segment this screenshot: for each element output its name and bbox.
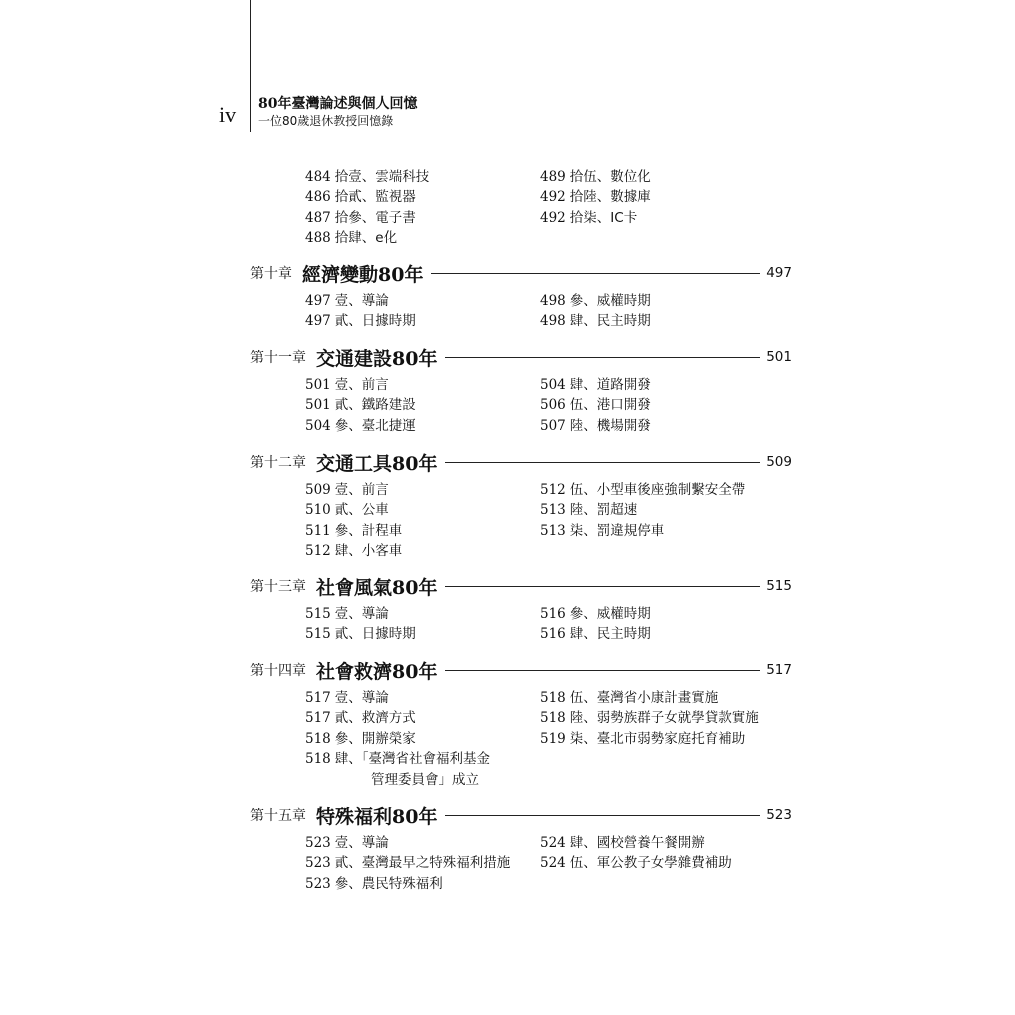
entry-title: 貳、臺灣最早之特殊福利措施 bbox=[334, 855, 511, 872]
chapter-title: 經濟變動80年 bbox=[302, 263, 424, 286]
book-subtitle: 一位80歲退休教授回憶錄 bbox=[258, 114, 394, 128]
entry-title: 肆、道路開發 bbox=[569, 377, 651, 393]
entry-title: 肆、「臺灣省社會福利基金 bbox=[334, 751, 491, 768]
toc-entry[interactable] bbox=[305, 874, 443, 894]
chapter-heading[interactable] bbox=[250, 342, 792, 372]
entry-page-number: 516 bbox=[540, 626, 566, 643]
toc-entry[interactable] bbox=[305, 624, 416, 644]
chapter-title: 社會風氣80年 bbox=[316, 576, 438, 599]
toc-entry[interactable] bbox=[540, 375, 651, 395]
toc-entry[interactable] bbox=[305, 749, 490, 769]
entry-page-number: 487 bbox=[305, 209, 331, 226]
entry-page-number: 523 bbox=[305, 855, 331, 872]
entry-page-number: 510 bbox=[305, 502, 331, 519]
entry-title: 伍、臺灣省小康計畫實施 bbox=[569, 690, 719, 706]
entry-title: 貳、日據時期 bbox=[334, 313, 416, 330]
chapter-page-number: 523 bbox=[766, 807, 792, 823]
entry-title: 參、農民特殊福利 bbox=[334, 875, 443, 892]
toc-entry[interactable] bbox=[305, 208, 416, 228]
toc-entry[interactable] bbox=[305, 480, 389, 500]
entry-title: 拾參、電子書 bbox=[334, 209, 416, 226]
entry-title: 貳、日據時期 bbox=[334, 626, 416, 643]
entry-title: 陸、機場開發 bbox=[569, 417, 651, 434]
book-title: 80年臺灣論述與個人回憶 bbox=[258, 96, 418, 112]
leader-line bbox=[445, 357, 760, 358]
entry-page-number: 497 bbox=[305, 313, 331, 330]
chapter-number: 第十一章 bbox=[250, 350, 306, 366]
leader-line bbox=[445, 462, 760, 463]
toc-entry[interactable] bbox=[540, 521, 664, 541]
entry-title: 伍、小型車後座強制繫安全帶 bbox=[569, 482, 746, 498]
entry-page-number: 489 bbox=[540, 169, 566, 185]
toc-entry[interactable] bbox=[540, 688, 718, 708]
toc-entry[interactable] bbox=[540, 833, 705, 853]
entry-page-number: 512 bbox=[305, 543, 331, 560]
chapter-page-number: 509 bbox=[766, 454, 792, 470]
toc-entry[interactable] bbox=[540, 708, 759, 728]
leader-line bbox=[445, 815, 760, 816]
chapter-number: 第十二章 bbox=[250, 455, 306, 471]
entry-title: 肆、民主時期 bbox=[569, 626, 651, 643]
toc-entry[interactable] bbox=[305, 291, 389, 311]
chapter-title: 社會救濟80年 bbox=[316, 660, 438, 683]
leader-line bbox=[445, 586, 760, 587]
entry-page-number: 484 bbox=[305, 169, 331, 185]
entry-title: 拾壹、雲端科技 bbox=[334, 169, 430, 185]
entry-title: 拾陸、數據庫 bbox=[569, 189, 651, 206]
entry-page-number: 516 bbox=[540, 606, 566, 622]
entry-title: 參、計程車 bbox=[334, 522, 403, 539]
entry-title: 拾貳、監視器 bbox=[334, 189, 416, 206]
entry-title: 拾柒、IC卡 bbox=[569, 209, 638, 226]
entry-title: 參、威權時期 bbox=[569, 606, 651, 622]
toc-entry[interactable] bbox=[540, 311, 651, 331]
chapter-heading[interactable] bbox=[250, 447, 792, 477]
entry-page-number: 513 bbox=[540, 522, 566, 539]
chapter-number: 第十三章 bbox=[250, 579, 306, 595]
toc-entry[interactable] bbox=[540, 480, 745, 500]
toc-entry[interactable] bbox=[540, 187, 651, 207]
entry-page-number: 518 bbox=[305, 751, 331, 768]
leader-line bbox=[445, 670, 760, 671]
entry-title: 參、威權時期 bbox=[569, 293, 651, 309]
entry-title: 貳、鐵路建設 bbox=[334, 397, 416, 414]
entry-title: 貳、救濟方式 bbox=[334, 710, 416, 727]
entry-page-number: 506 bbox=[540, 397, 566, 414]
chapter-title: 交通建設80年 bbox=[316, 347, 438, 370]
toc-entry[interactable] bbox=[305, 541, 402, 561]
entry-title: 壹、導論 bbox=[334, 690, 389, 706]
entry-title: 管理委員會」成立 bbox=[371, 771, 479, 788]
chapter-page-number: 497 bbox=[766, 265, 792, 281]
entry-title: 柒、罰違規停車 bbox=[569, 522, 665, 539]
entry-page-number: 523 bbox=[305, 835, 331, 851]
entry-page-number: 511 bbox=[305, 522, 331, 539]
entry-page-number: 501 bbox=[305, 377, 331, 393]
toc-entry[interactable] bbox=[305, 521, 402, 541]
entry-page-number: 497 bbox=[305, 293, 331, 309]
entry-title: 壹、前言 bbox=[334, 482, 389, 498]
entry-title: 伍、港口開發 bbox=[569, 397, 651, 414]
toc-entry[interactable] bbox=[305, 604, 389, 624]
entry-page-number: 524 bbox=[540, 855, 566, 872]
entry-title: 壹、導論 bbox=[334, 606, 389, 622]
toc-entry[interactable] bbox=[540, 604, 651, 624]
toc-entry[interactable] bbox=[540, 416, 651, 436]
chapter-heading[interactable] bbox=[250, 655, 792, 685]
entry-title: 壹、前言 bbox=[334, 377, 389, 393]
entry-page-number: 518 bbox=[305, 730, 331, 747]
entry-page-number: 501 bbox=[305, 397, 331, 414]
entry-page-number: 512 bbox=[540, 482, 566, 498]
entry-title: 參、開辦榮家 bbox=[334, 730, 416, 747]
toc-entry[interactable] bbox=[305, 708, 416, 728]
entry-page-number: 507 bbox=[540, 417, 566, 434]
toc-entry[interactable] bbox=[305, 167, 429, 187]
entry-title: 伍、軍公教子女學雜費補助 bbox=[569, 855, 732, 872]
toc-entry[interactable] bbox=[305, 187, 416, 207]
entry-page-number: 519 bbox=[540, 730, 566, 747]
chapter-page-number: 517 bbox=[766, 662, 792, 678]
entry-title: 肆、國校營養午餐開辦 bbox=[569, 835, 705, 851]
entry-page-number: 486 bbox=[305, 189, 331, 206]
entry-title: 貳、公車 bbox=[334, 502, 389, 519]
toc-entry[interactable] bbox=[540, 291, 651, 311]
entry-page-number: 518 bbox=[540, 690, 566, 706]
entry-title: 拾肆、e化 bbox=[334, 230, 398, 247]
toc-entry[interactable] bbox=[305, 729, 416, 749]
entry-page-number: 518 bbox=[540, 710, 566, 727]
entry-title: 拾伍、數位化 bbox=[569, 169, 651, 185]
toc-entry[interactable] bbox=[305, 416, 416, 436]
entry-page-number: 515 bbox=[305, 626, 331, 643]
toc-entry[interactable] bbox=[540, 167, 651, 187]
toc-entry[interactable] bbox=[540, 208, 637, 228]
chapter-number: 第十章 bbox=[250, 266, 292, 282]
toc-entry[interactable] bbox=[305, 395, 416, 415]
chapter-title: 特殊福利80年 bbox=[316, 805, 438, 828]
toc-entry[interactable] bbox=[540, 624, 651, 644]
entry-title: 陸、罰超速 bbox=[569, 502, 638, 519]
chapter-number: 第十四章 bbox=[250, 663, 306, 679]
toc-entry[interactable] bbox=[540, 729, 745, 749]
entry-page-number: 492 bbox=[540, 189, 566, 206]
toc-entry[interactable] bbox=[305, 500, 389, 520]
entry-page-number: 515 bbox=[305, 606, 331, 622]
entry-page-number: 517 bbox=[305, 710, 331, 727]
entry-page-number: 504 bbox=[540, 377, 566, 393]
entry-page-number: 513 bbox=[540, 502, 566, 519]
entry-title: 肆、小客車 bbox=[334, 543, 403, 560]
entry-title: 壹、導論 bbox=[334, 835, 389, 851]
entry-page-number: 498 bbox=[540, 313, 566, 330]
toc-entry[interactable] bbox=[540, 853, 732, 873]
entry-page-number: 488 bbox=[305, 230, 331, 247]
toc-entry[interactable] bbox=[305, 688, 389, 708]
leader-line bbox=[431, 273, 760, 274]
toc-entry[interactable] bbox=[305, 833, 389, 853]
entry-page-number: 492 bbox=[540, 209, 566, 226]
entry-page-number: 509 bbox=[305, 482, 331, 498]
chapter-title: 交通工具80年 bbox=[316, 452, 438, 475]
entry-page-number: 498 bbox=[540, 293, 566, 309]
entry-page-number: 524 bbox=[540, 835, 566, 851]
entry-page-number: 523 bbox=[305, 875, 331, 892]
entry-page-number: 517 bbox=[305, 690, 331, 706]
toc-entry[interactable] bbox=[540, 395, 651, 415]
chapter-heading[interactable] bbox=[250, 258, 792, 288]
toc-entry[interactable] bbox=[305, 853, 510, 873]
entry-page-number: 504 bbox=[305, 417, 331, 434]
toc-entry[interactable] bbox=[540, 500, 637, 520]
chapter-number: 第十五章 bbox=[250, 808, 306, 824]
entry-title: 壹、導論 bbox=[334, 293, 389, 309]
toc-entry[interactable] bbox=[305, 375, 389, 395]
toc-entry[interactable] bbox=[305, 311, 416, 331]
entry-title: 肆、民主時期 bbox=[569, 313, 651, 330]
toc-entry[interactable] bbox=[341, 770, 479, 790]
page-number: iv bbox=[219, 102, 237, 127]
chapter-page-number: 515 bbox=[766, 578, 792, 594]
entry-title: 參、臺北捷運 bbox=[334, 417, 416, 434]
toc-entry[interactable] bbox=[305, 228, 397, 248]
chapter-page-number: 501 bbox=[766, 349, 792, 365]
entry-title: 柒、臺北市弱勢家庭托育補助 bbox=[569, 730, 746, 747]
entry-title: 陸、弱勢族群子女就學貸款實施 bbox=[569, 710, 759, 727]
chapter-heading[interactable] bbox=[250, 571, 792, 601]
chapter-heading[interactable] bbox=[250, 800, 792, 830]
